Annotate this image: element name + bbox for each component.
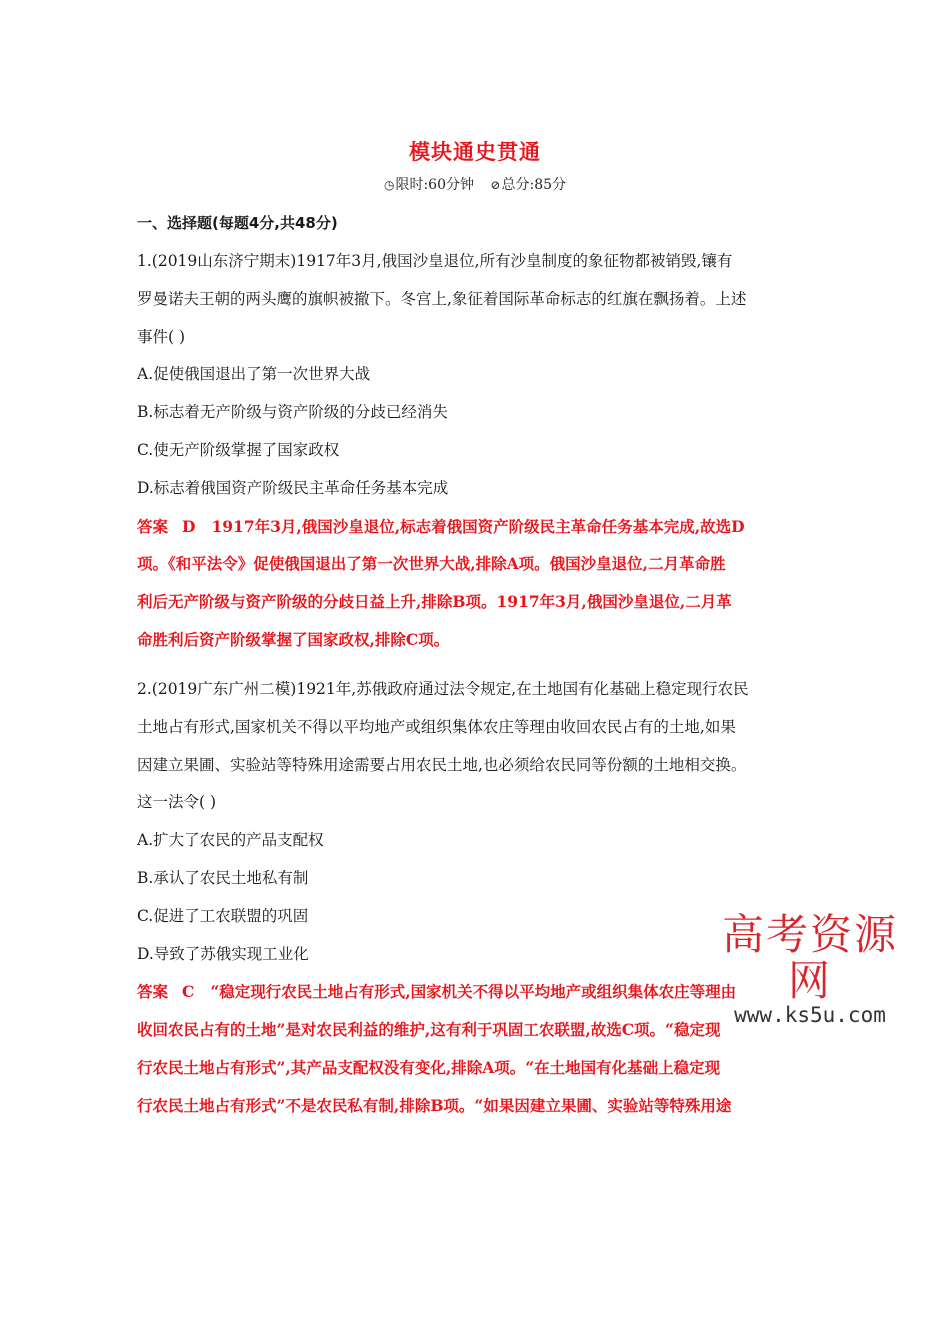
question-text-line: 因建立果圃、实验站等特殊用途需要占用农民土地,也必须给农民同等份额的土地相交换。 — [137, 755, 747, 774]
question-1 — [137, 243, 817, 659]
answer-label: 答案 — [137, 982, 169, 1002]
question-text-line: 事件( ) — [137, 327, 186, 346]
question-text-line: 2.(2019广东广州二模)1921年,苏俄政府通过法令规定,在土地国有化基础上稳定现行农民 — [137, 680, 749, 698]
watermark-text: 高考资源网 — [721, 910, 898, 1005]
answer-text-line: 利后无产阶级与资产阶级的分歧日益上升,排除B项。1917年3月,俄国沙皇退位,二月革 — [137, 592, 732, 612]
option-b: B.承认了农民土地私有制 — [137, 868, 309, 887]
answer-text-line: 收回农民占有的土地”是对农民利益的维护,这有利于巩固工农联盟,故选C项。“稳定现 — [137, 1020, 721, 1040]
question-text-line: 这一法令( ) — [137, 793, 217, 812]
question-2 — [137, 671, 817, 1125]
check-circle-icon: ⊘ — [490, 178, 501, 192]
option-a: A.扩大了农民的产品支配权 — [137, 831, 324, 850]
answer-line — [137, 508, 817, 546]
answer-text-line: 命胜利后资产阶级掌握了国家政权,排除C项。 — [137, 629, 450, 649]
answer-label: 答案 — [137, 516, 169, 536]
exam-meta — [0, 174, 950, 194]
clock-icon: ◷ — [383, 178, 395, 192]
section-heading: 一、选择题(每题4分,共48分) — [137, 214, 338, 232]
question-text-line: 土地占有形式,国家机关不得以平均地产或组织集体农庄等理由收回农民占有的土地,如果 — [137, 717, 736, 736]
answer-text-line: 行农民土地占有形式”,其产品支配权没有变化,排除A项。“在土地国有化基础上稳定现 — [137, 1057, 721, 1077]
option-c: C.促进了工农联盟的巩固 — [137, 906, 309, 925]
answer-key: D — [182, 516, 196, 536]
option-d: D.标志着俄国资产阶级民主革命任务基本完成 — [137, 478, 449, 497]
question-text-line: 1.(2019山东济宁期末)1917年3月,俄国沙皇退位,所有沙皇制度的象征物都被销毁,镶有 — [137, 252, 733, 270]
option-a: A.促使俄国退出了第一次世界大战 — [137, 365, 371, 384]
watermark-logo — [710, 912, 910, 1026]
answer-text-line: 行农民土地占有形式”不是农民私有制,排除B项。“如果因建立果圃、实验站等特殊用途 — [137, 1095, 732, 1115]
answer-text: “稳定现行农民土地占有形式,国家机关不得以平均地产或组织集体农庄等理由 — [210, 982, 737, 1002]
answer-text-line: 项。《和平法令》促使俄国退出了第一次世界大战,排除A项。俄国沙皇退位,二月革命胜 — [137, 554, 726, 574]
time-limit — [384, 177, 474, 193]
total-score-text: 总分:85分 — [501, 177, 567, 193]
question-text-line: 罗曼诺夫王朝的两头鹰的旗帜被撤下。冬宫上,象征着国际革命标志的红旗在飘扬着。上述 — [137, 289, 747, 308]
option-d: D.导致了苏俄实现工业化 — [137, 944, 309, 963]
option-b: B.标志着无产阶级与资产阶级的分歧已经消失 — [137, 403, 448, 422]
answer-text: 1917年3月,俄国沙皇退位,标志着俄国资产阶级民主革命任务基本完成,故选D — [211, 516, 745, 536]
answer-key: C — [182, 982, 195, 1002]
time-limit-text: 限时:60分钟 — [395, 177, 474, 193]
total-score — [490, 177, 566, 193]
option-c: C.使无产阶级掌握了国家政权 — [137, 440, 340, 459]
watermark-url: www.ks5u.com — [734, 1003, 886, 1027]
page-title: 模块通史贯通 — [409, 140, 541, 164]
